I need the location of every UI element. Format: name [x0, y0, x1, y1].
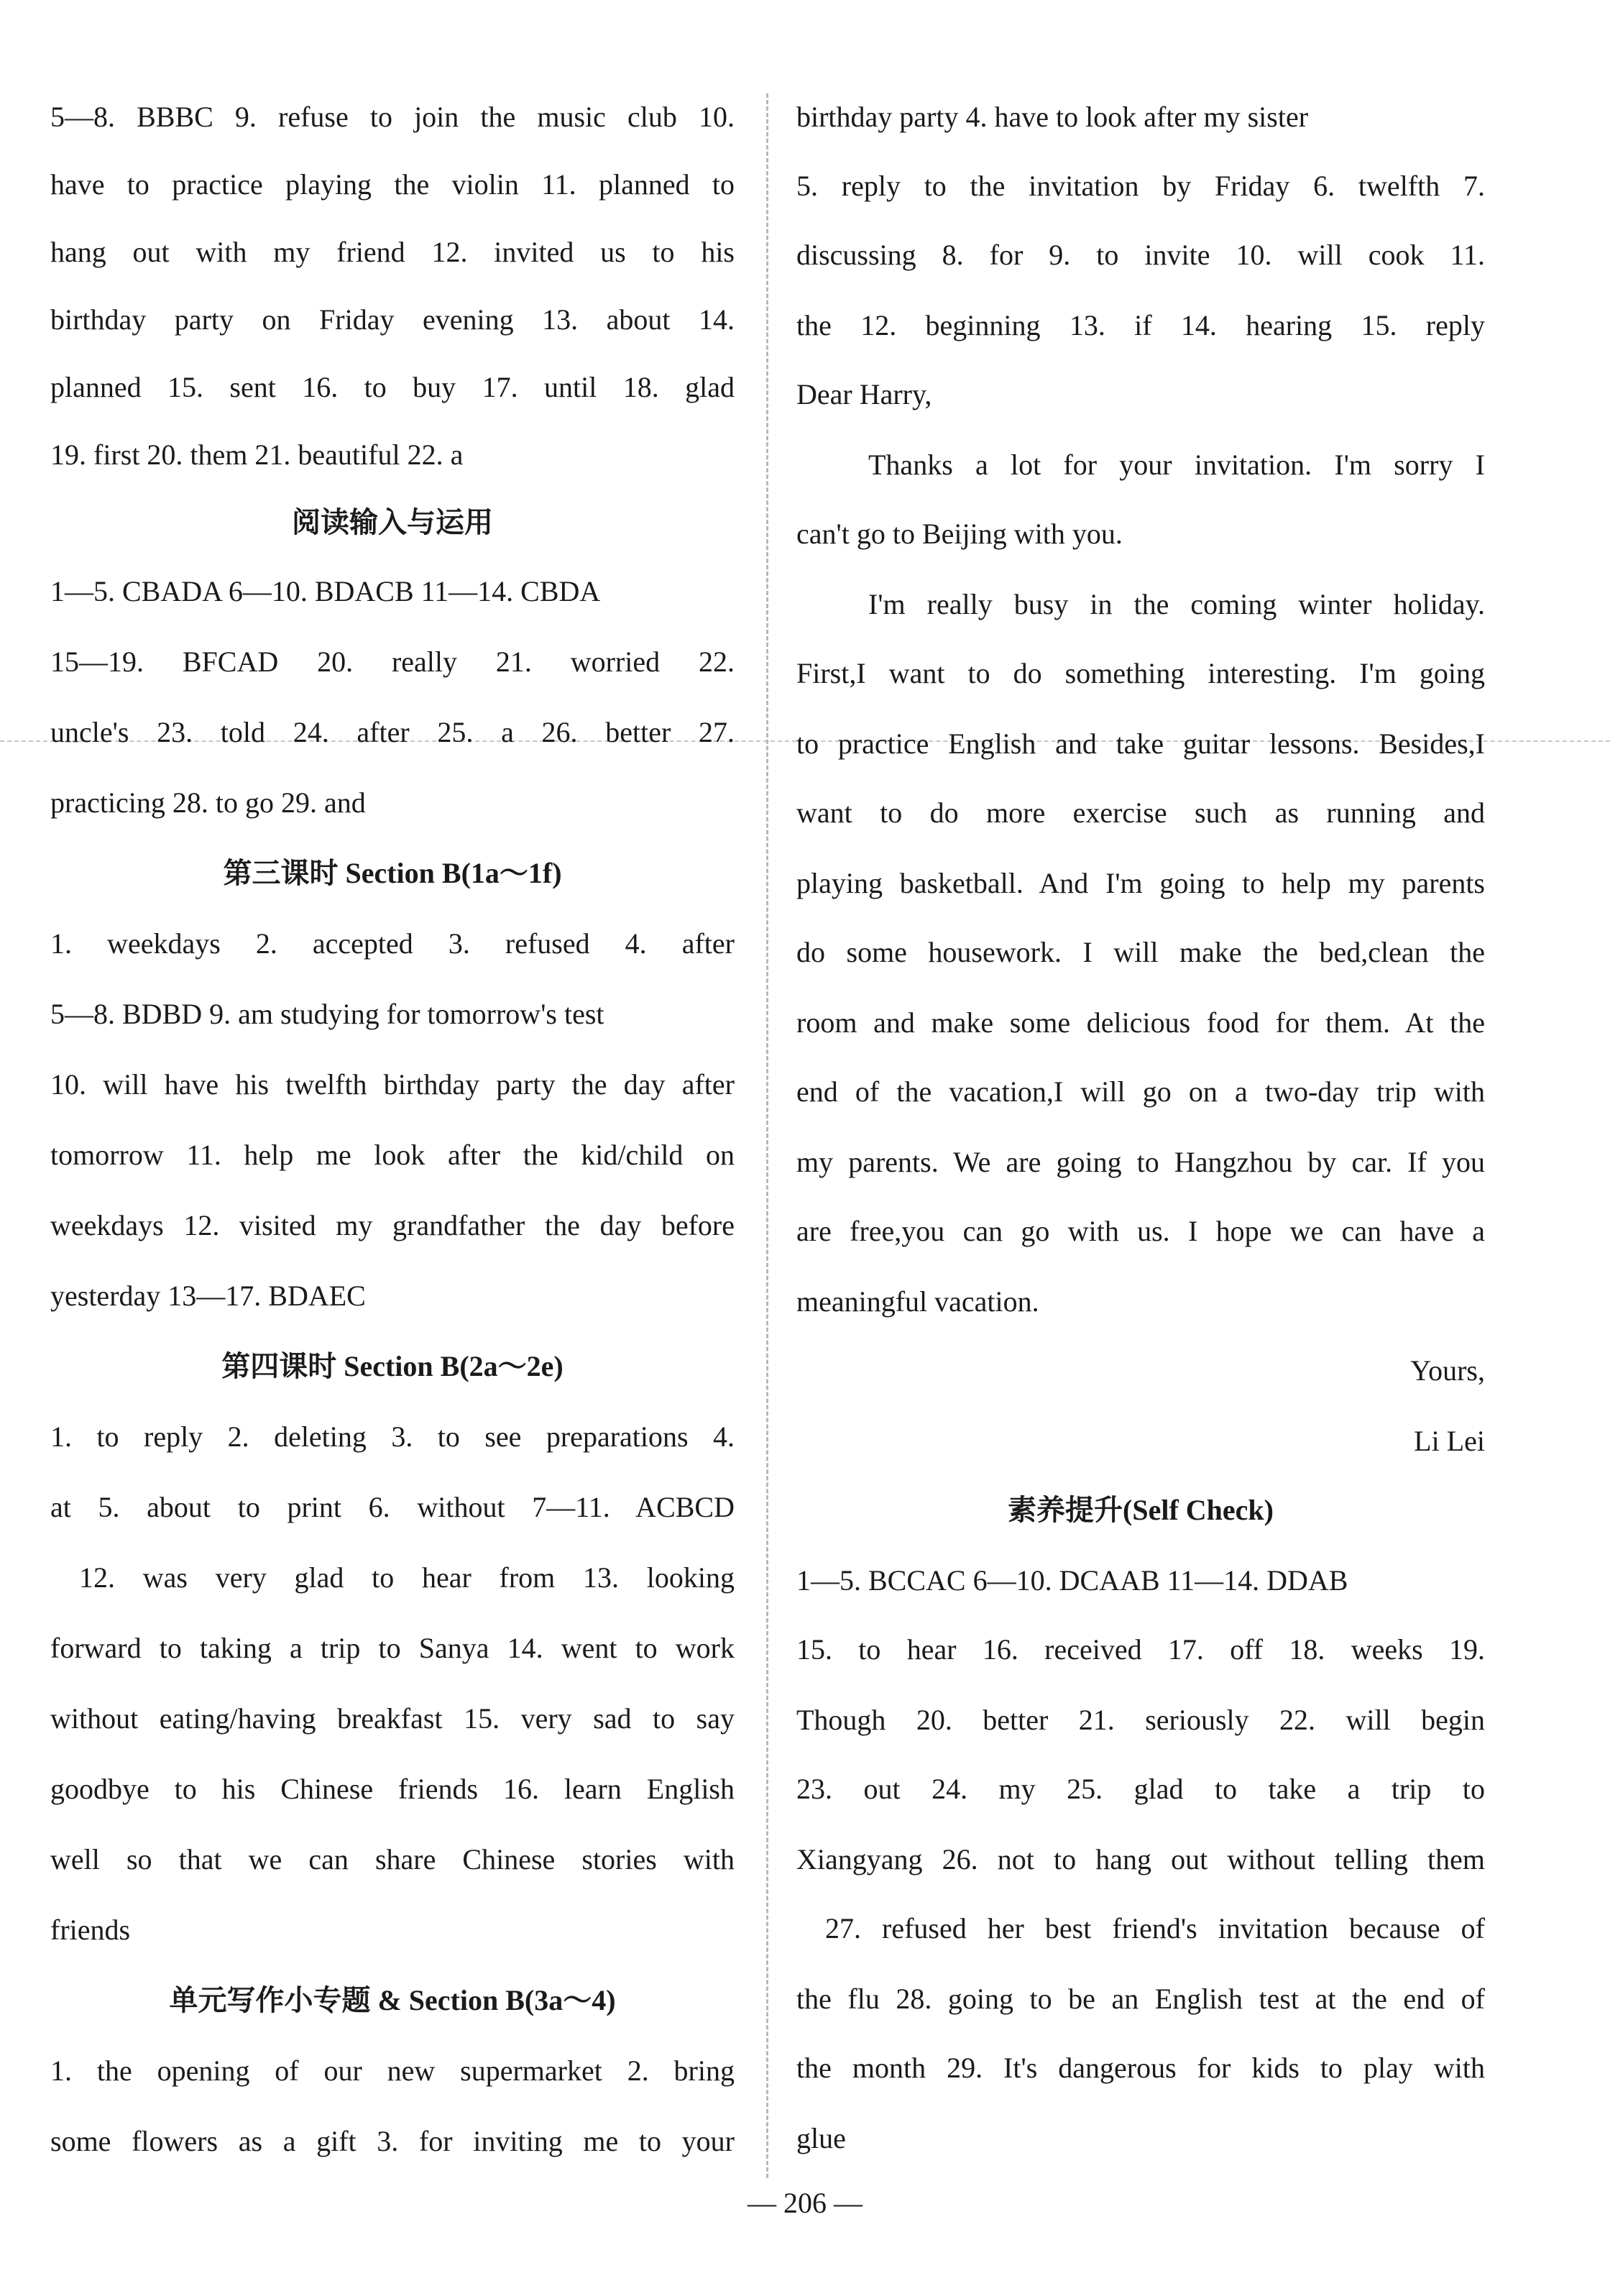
answer-line: 1—5. CBADA 6—10. BDACB 11—14. CBDA	[50, 575, 601, 607]
answer-line: birthday party on Friday evening 13. about 14.	[50, 303, 735, 336]
section-heading-lesson3: 第三课时 Section B(1a～1f)	[223, 857, 562, 889]
letter-line: Thanks a lot for your invitation. I'm sorry I	[868, 449, 1485, 481]
answer-line: 1—5. BCCAC 6—10. DCAAB 11—14. DDAB	[796, 1564, 1348, 1597]
page-number: — 206 —	[748, 2187, 862, 2219]
answer-line: 5. reply to the invitation by Friday 6. twelfth 7.	[796, 170, 1485, 202]
answer-line: 5—8. BDBD 9. am studying for tomorrow's test	[50, 998, 604, 1030]
answer-line: the flu 28. going to be an English test at the end of	[796, 1983, 1485, 2015]
answer-line: 12. was very glad to hear from 13. looking	[79, 1561, 735, 1594]
answer-line: some flowers as a gift 3. for inviting me to your	[50, 2125, 735, 2157]
answer-line: uncle's 23. told 24. after 25. a 26. better 27.	[50, 716, 735, 748]
answer-line: hang out with my friend 12. invited us to his	[50, 236, 735, 268]
letter-line: can't go to Beijing with you.	[796, 518, 1123, 550]
answer-line: yesterday 13—17. BDAEC	[50, 1280, 366, 1312]
answer-line: have to practice playing the violin 11. planned to	[50, 168, 735, 201]
letter-greeting: Dear Harry,	[796, 378, 932, 410]
answer-line: 10. will have his twelfth birthday party the day after	[50, 1068, 735, 1101]
answer-line: at 5. about to print 6. without 7—11. ACBCD	[50, 1491, 735, 1523]
answer-line: practicing 28. to go 29. and	[50, 786, 366, 819]
answer-line: discussing 8. for 9. to invite 10. will cook 11.	[796, 239, 1485, 271]
column-divider	[766, 93, 768, 2178]
answer-line: 19. first 20. them 21. beautiful 22. a	[50, 438, 464, 471]
answer-line: 27. refused her best friend's invitation because of	[825, 1912, 1485, 1944]
section-heading-lesson4: 第四课时 Section B(2a～2e)	[221, 1350, 564, 1382]
answer-line: birthday party 4. have to look after my sister	[796, 101, 1309, 133]
letter-line: I'm really busy in the coming winter holiday.	[868, 588, 1485, 620]
answer-line: Xiangyang 26. not to hang out without telling them	[796, 1843, 1485, 1875]
answer-line: 23. out 24. my 25. glad to take a trip to	[796, 1773, 1485, 1805]
answer-line: glue	[796, 2122, 846, 2154]
letter-closing: Yours,	[1410, 1354, 1485, 1387]
section-heading-writing: 单元写作小专题 & Section B(3a～4)	[169, 1984, 616, 2016]
answer-line: weekdays 12. visited my grandfather the day before	[50, 1209, 735, 1241]
answer-line: without eating/having breakfast 15. very sad to say	[50, 1702, 735, 1735]
answer-line: 1. the opening of our new supermarket 2. bring	[50, 2054, 735, 2087]
letter-line: are free,you can go with us. I hope we can have a	[796, 1215, 1485, 1247]
letter-line: room and make some delicious food for them. At the	[796, 1006, 1485, 1039]
answer-line: well so that we can share Chinese stories with	[50, 1843, 735, 1875]
answer-line: forward to taking a trip to Sanya 14. went to work	[50, 1632, 735, 1664]
letter-line: end of the vacation,I will go on a two-day trip with	[796, 1075, 1485, 1108]
answer-line: 1. weekdays 2. accepted 3. refused 4. after	[50, 927, 735, 960]
answer-line: 5—8. BBBC 9. refuse to join the music club 10.	[50, 101, 735, 133]
answer-line: 15—19. BFCAD 20. really 21. worried 22.	[50, 646, 735, 678]
letter-line: my parents. We are going to Hangzhou by car. If you	[796, 1146, 1485, 1178]
letter-line: do some housework. I will make the bed,clean the	[796, 936, 1485, 968]
letter-line: meaningful vacation.	[796, 1285, 1039, 1318]
section-heading-selfcheck: 素养提升(Self Check)	[1008, 1494, 1274, 1526]
answer-line: Though 20. better 21. seriously 22. will begin	[796, 1704, 1485, 1736]
section-heading-reading: 阅读输入与运用	[292, 506, 493, 538]
answer-line: the 12. beginning 13. if 14. hearing 15. reply	[796, 309, 1485, 341]
letter-signature: Li Lei	[1414, 1425, 1485, 1457]
letter-line: First,I want to do something interesting. I'm going	[796, 657, 1485, 689]
answer-line: goodbye to his Chinese friends 16. learn English	[50, 1773, 735, 1805]
answer-line: 1. to reply 2. deleting 3. to see preparations 4.	[50, 1420, 735, 1453]
answer-line: planned 15. sent 16. to buy 17. until 18. glad	[50, 371, 735, 403]
answer-line: the month 29. It's dangerous for kids to play with	[796, 2052, 1485, 2084]
letter-line: playing basketball. And I'm going to help my parents	[796, 867, 1485, 899]
answer-line: friends	[50, 1914, 131, 1946]
letter-line: want to do more exercise such as running and	[796, 796, 1485, 829]
letter-line: to practice English and take guitar lessons. Besides,I	[796, 727, 1485, 760]
answer-line: tomorrow 11. help me look after the kid/child on	[50, 1139, 735, 1171]
answer-line: 15. to hear 16. received 17. off 18. weeks 19.	[796, 1633, 1485, 1666]
